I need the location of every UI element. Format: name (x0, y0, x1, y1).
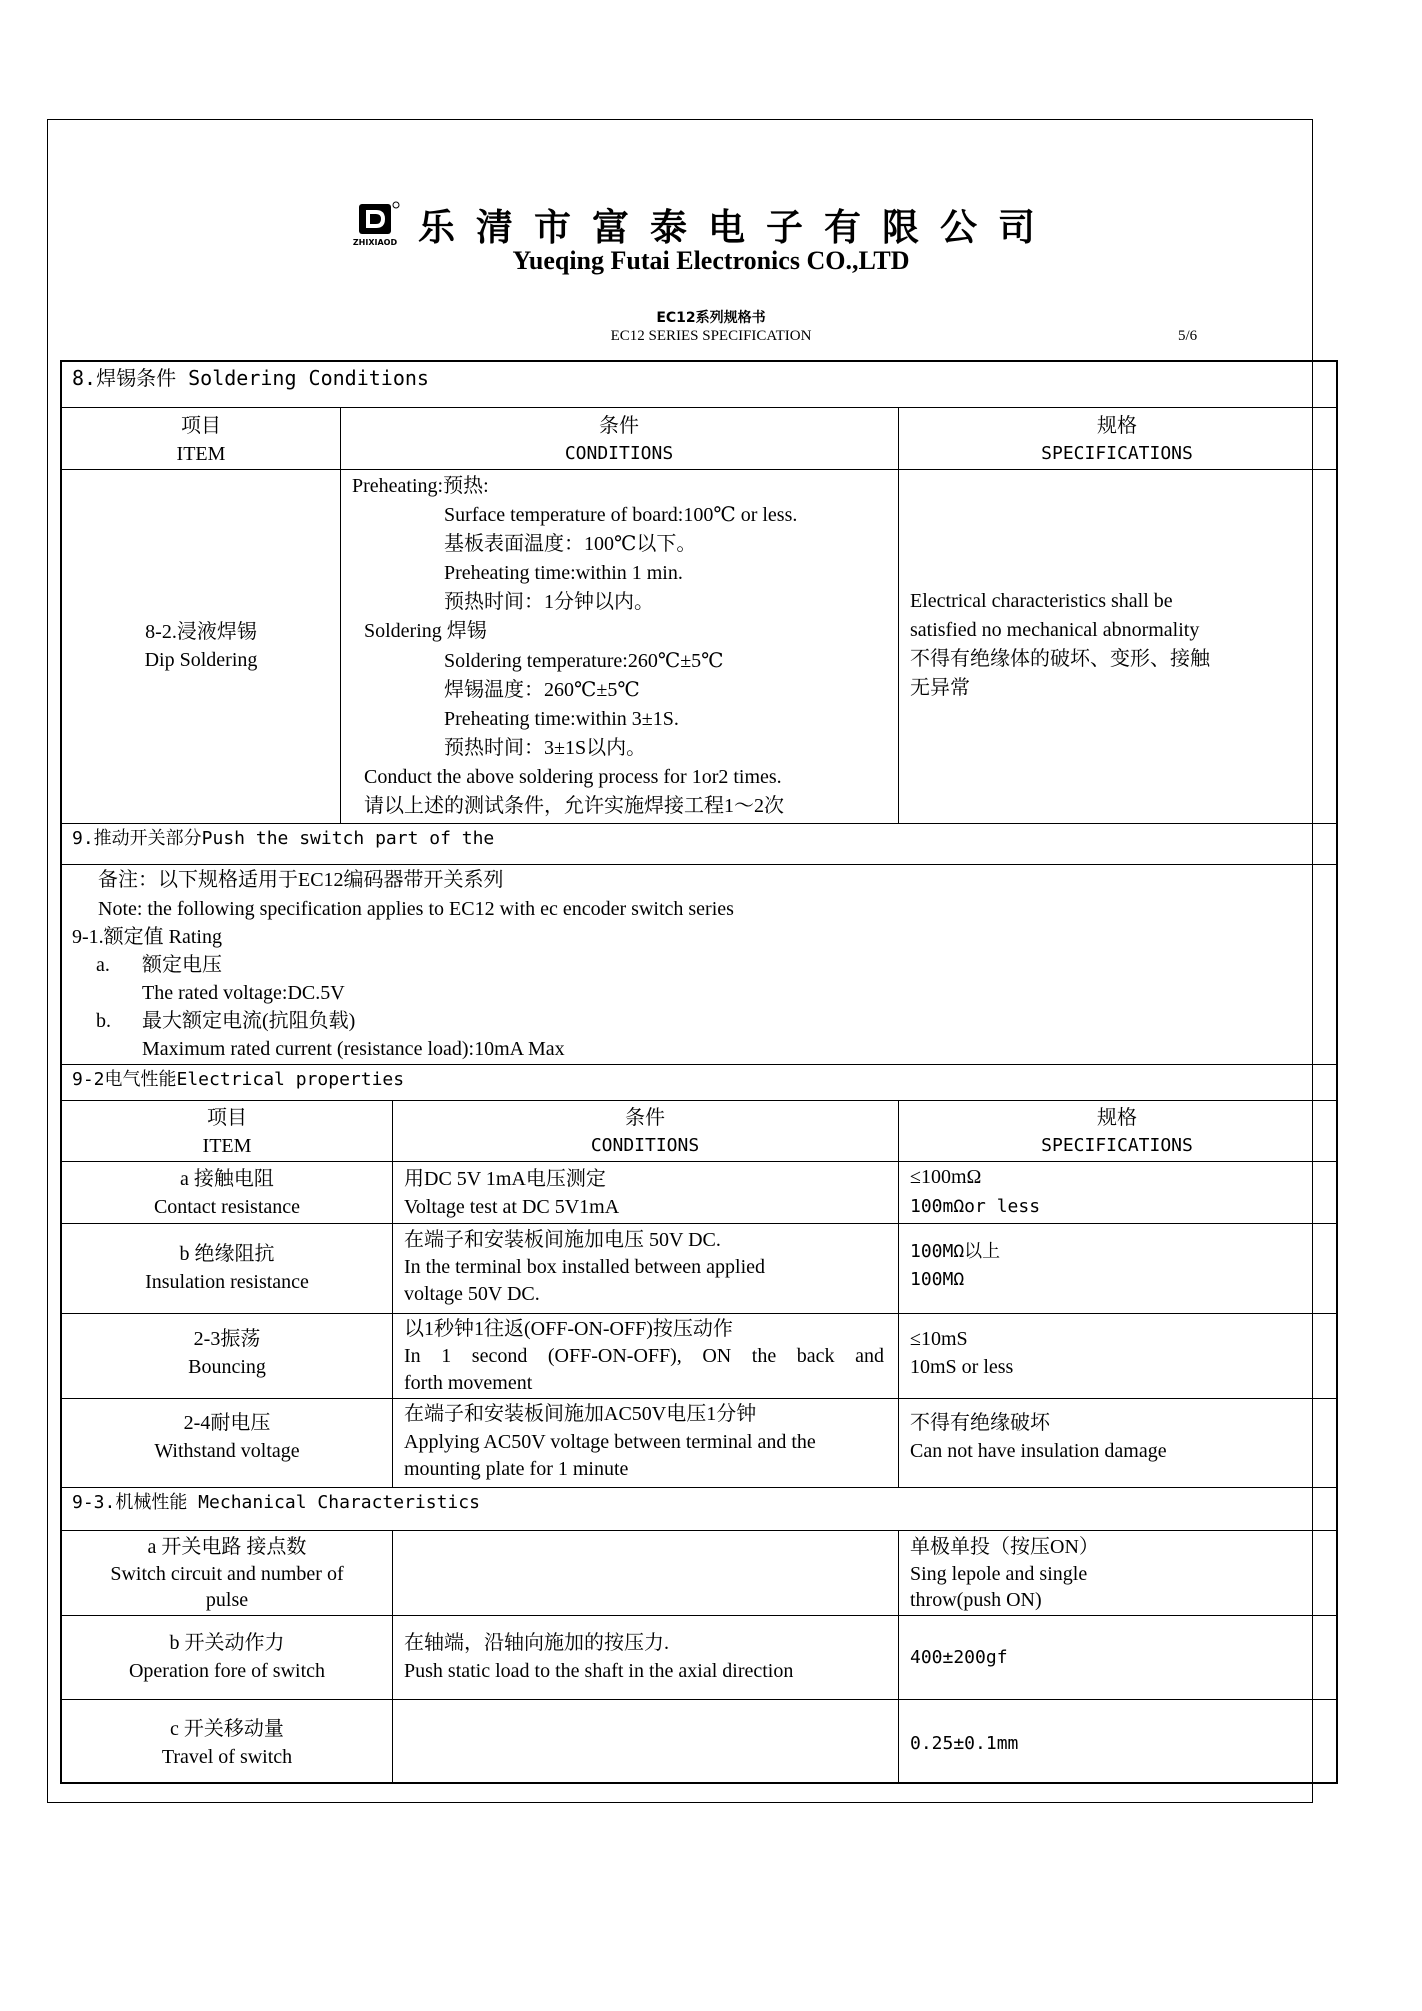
row-cond: voltage 50V DC. (404, 1283, 540, 1305)
row-item-cn: a 接触电阻 (180, 1168, 274, 1190)
row-item-en: Insulation resistance (145, 1271, 309, 1293)
row-item-en: Withstand voltage (154, 1440, 300, 1462)
row-item-cn: 2-4耐电压 (183, 1412, 271, 1434)
header-item-en: ITEM (202, 1135, 252, 1157)
spec-line: satisfied no mechanical abnormality (910, 619, 1200, 641)
divider (62, 1699, 1336, 1700)
header-conditions-en: CONDITIONS (590, 1135, 700, 1156)
mech-spec: Sing lepole and single (910, 1563, 1088, 1585)
mech-item: Switch circuit and number of (110, 1563, 344, 1585)
header-spec-cn: 规格 (1097, 415, 1137, 437)
row-item-en: Contact resistance (153, 1196, 301, 1218)
row-spec: 10mS or less (910, 1356, 1014, 1378)
rated-current-cn: 最大额定电流(抗阻负载) (142, 1010, 356, 1032)
divider (62, 864, 1336, 865)
row-spec: ≤100mΩ (910, 1166, 982, 1188)
row-cond: 用DC 5V 1mA电压测定 (404, 1168, 606, 1190)
row-item-cn: b 绝缘阻抗 (179, 1243, 275, 1265)
note-en: Note: the following specification applies to EC12 with ec encoder switch series (98, 898, 734, 920)
row-spec: 不得有绝缘破坏 (910, 1412, 1050, 1434)
row-spec: Can not have insulation damage (910, 1440, 1167, 1462)
mech-item: a 开关电路 接点数 (147, 1536, 307, 1558)
row-spec: 100mΩor less (910, 1196, 1041, 1217)
row-spec: 100MΩ以上 (910, 1241, 1001, 1262)
mech-spec: 0.25±0.1mm (910, 1733, 1019, 1754)
mech-cond: Push static load to the shaft in the axial direction (404, 1660, 794, 1682)
note-cn: 备注：以下规格适用于EC12编码器带开关系列 (98, 869, 504, 891)
row-cond: mounting plate for 1 minute (404, 1458, 629, 1480)
doc-title-en: EC12 SERIES SPECIFICATION (610, 328, 812, 344)
header-spec-cn: 规格 (1097, 1107, 1137, 1129)
divider (62, 823, 1336, 824)
mech-spec: throw(push ON) (910, 1589, 1042, 1611)
divider (62, 1615, 1336, 1616)
mech-item: pulse (205, 1589, 249, 1611)
row-cond: In 1 second (OFF-ON-OFF), ON the back and (404, 1345, 884, 1367)
divider (62, 1313, 1336, 1314)
dip-item-cn: 8-2.浸液焊锡 (145, 621, 257, 643)
cond-line: Surface temperature of board:100℃ or less. (444, 504, 798, 526)
header-item-cn: 项目 (207, 1107, 247, 1129)
spec-table (60, 360, 1338, 1784)
mech-cond: 在轴端，沿轴向施加的按压力. (404, 1632, 669, 1654)
rating-b-marker: b. (96, 1010, 111, 1032)
company-name-en: Yueqing Futai Electronics CO.,LTD (512, 246, 910, 275)
page-number: 5/6 (1178, 328, 1198, 344)
divider (62, 1100, 1336, 1101)
company-name-cn: 乐清市富泰电子有限公司 (418, 206, 1056, 249)
divider (392, 1530, 393, 1784)
header-spec-en: SPECIFICATIONS (1041, 443, 1193, 464)
mech-item: b 开关动作力 (169, 1632, 285, 1654)
rated-current-en: Maximum rated current (resistance load):10mA Max (142, 1038, 565, 1060)
divider (62, 1161, 1336, 1162)
header-item-cn: 项目 (181, 415, 221, 437)
section-8-title: 8.焊锡条件 Soldering Conditions (72, 366, 429, 390)
section-9-2-title: 9-2电气性能Electrical properties (72, 1069, 405, 1090)
divider (898, 1530, 899, 1784)
cond-line: Soldering temperature:260℃±5℃ (444, 650, 724, 672)
cond-line: Conduct the above soldering process for 1or2 times. (364, 766, 782, 788)
row-cond: In the terminal box installed between applied (404, 1256, 765, 1278)
row-cond: Voltage test at DC 5V1mA (404, 1196, 620, 1218)
spec-line: 无异常 (910, 677, 970, 699)
cond-line: 请以上述的测试条件，允许实施焊接工程1～2次 (364, 795, 784, 817)
cond-line: 预热时间：1分钟以内。 (444, 591, 654, 613)
header-conditions-cn: 条件 (599, 415, 639, 437)
dip-item-en: Dip Soldering (144, 649, 258, 671)
section-9-3-title: 9-3.机械性能 Mechanical Characteristics (72, 1492, 480, 1513)
cond-line: Preheating time:within 3±1S. (444, 708, 679, 730)
divider (62, 1223, 1336, 1224)
divider (62, 469, 1336, 470)
mech-item: Operation fore of switch (128, 1660, 326, 1682)
row-item-en: Bouncing (188, 1356, 266, 1378)
divider (62, 1530, 1336, 1531)
cond-line: 预热时间：3±1S以内。 (444, 737, 647, 759)
header-spec-en: SPECIFICATIONS (1041, 1135, 1193, 1156)
divider (62, 1398, 1336, 1399)
rating-a-marker: a. (96, 954, 110, 976)
svg-text:ZHIXIAOD: ZHIXIAOD (353, 238, 398, 247)
cond-line: 焊锡温度：260℃±5℃ (444, 679, 640, 701)
divider (62, 1064, 1336, 1065)
header-item-en: ITEM (176, 443, 226, 465)
header-conditions-cn: 条件 (625, 1107, 665, 1129)
spec-line: Electrical characteristics shall be (910, 590, 1173, 612)
row-spec: 100MΩ (910, 1269, 965, 1290)
row-cond: 在端子和安装板间施加电压 50V DC. (404, 1229, 721, 1251)
rating-title: 9-1.额定值 Rating (72, 926, 222, 948)
header-conditions-en: CONDITIONS (564, 443, 674, 464)
row-spec: ≤10mS (910, 1328, 968, 1350)
cond-line: Preheating:预热: (352, 475, 489, 497)
rated-voltage-cn: 额定电压 (142, 954, 222, 976)
section-9-title: 9.推动开关部分Push the switch part of the (72, 828, 495, 849)
cond-line: Soldering 焊锡 (364, 620, 487, 642)
mech-spec: 单极单投（按压ON） (910, 1536, 1099, 1558)
divider (62, 407, 1336, 408)
mech-item: Travel of switch (161, 1746, 293, 1768)
row-cond: Applying AC50V voltage between terminal and the (404, 1431, 816, 1453)
cond-line: 基板表面温度：100℃以下。 (444, 533, 697, 555)
mech-item: c 开关移动量 (170, 1718, 284, 1740)
row-cond: 在端子和安装板间施加AC50V电压1分钟 (404, 1403, 757, 1425)
company-logo-icon (353, 200, 401, 248)
doc-title-cn: EC12系列规格书 (656, 310, 766, 326)
divider (62, 1487, 1336, 1488)
row-item-cn: 2-3振荡 (193, 1328, 261, 1350)
spec-line: 不得有绝缘体的破坏、变形、接触 (910, 648, 1210, 670)
rated-voltage-en: The rated voltage:DC.5V (142, 982, 345, 1004)
mech-spec: 400±200gf (910, 1647, 1008, 1668)
row-cond: forth movement (404, 1372, 533, 1394)
row-cond: 以1秒钟1往返(OFF-ON-OFF)按压动作 (404, 1318, 733, 1340)
cond-line: Preheating time:within 1 min. (444, 562, 683, 584)
